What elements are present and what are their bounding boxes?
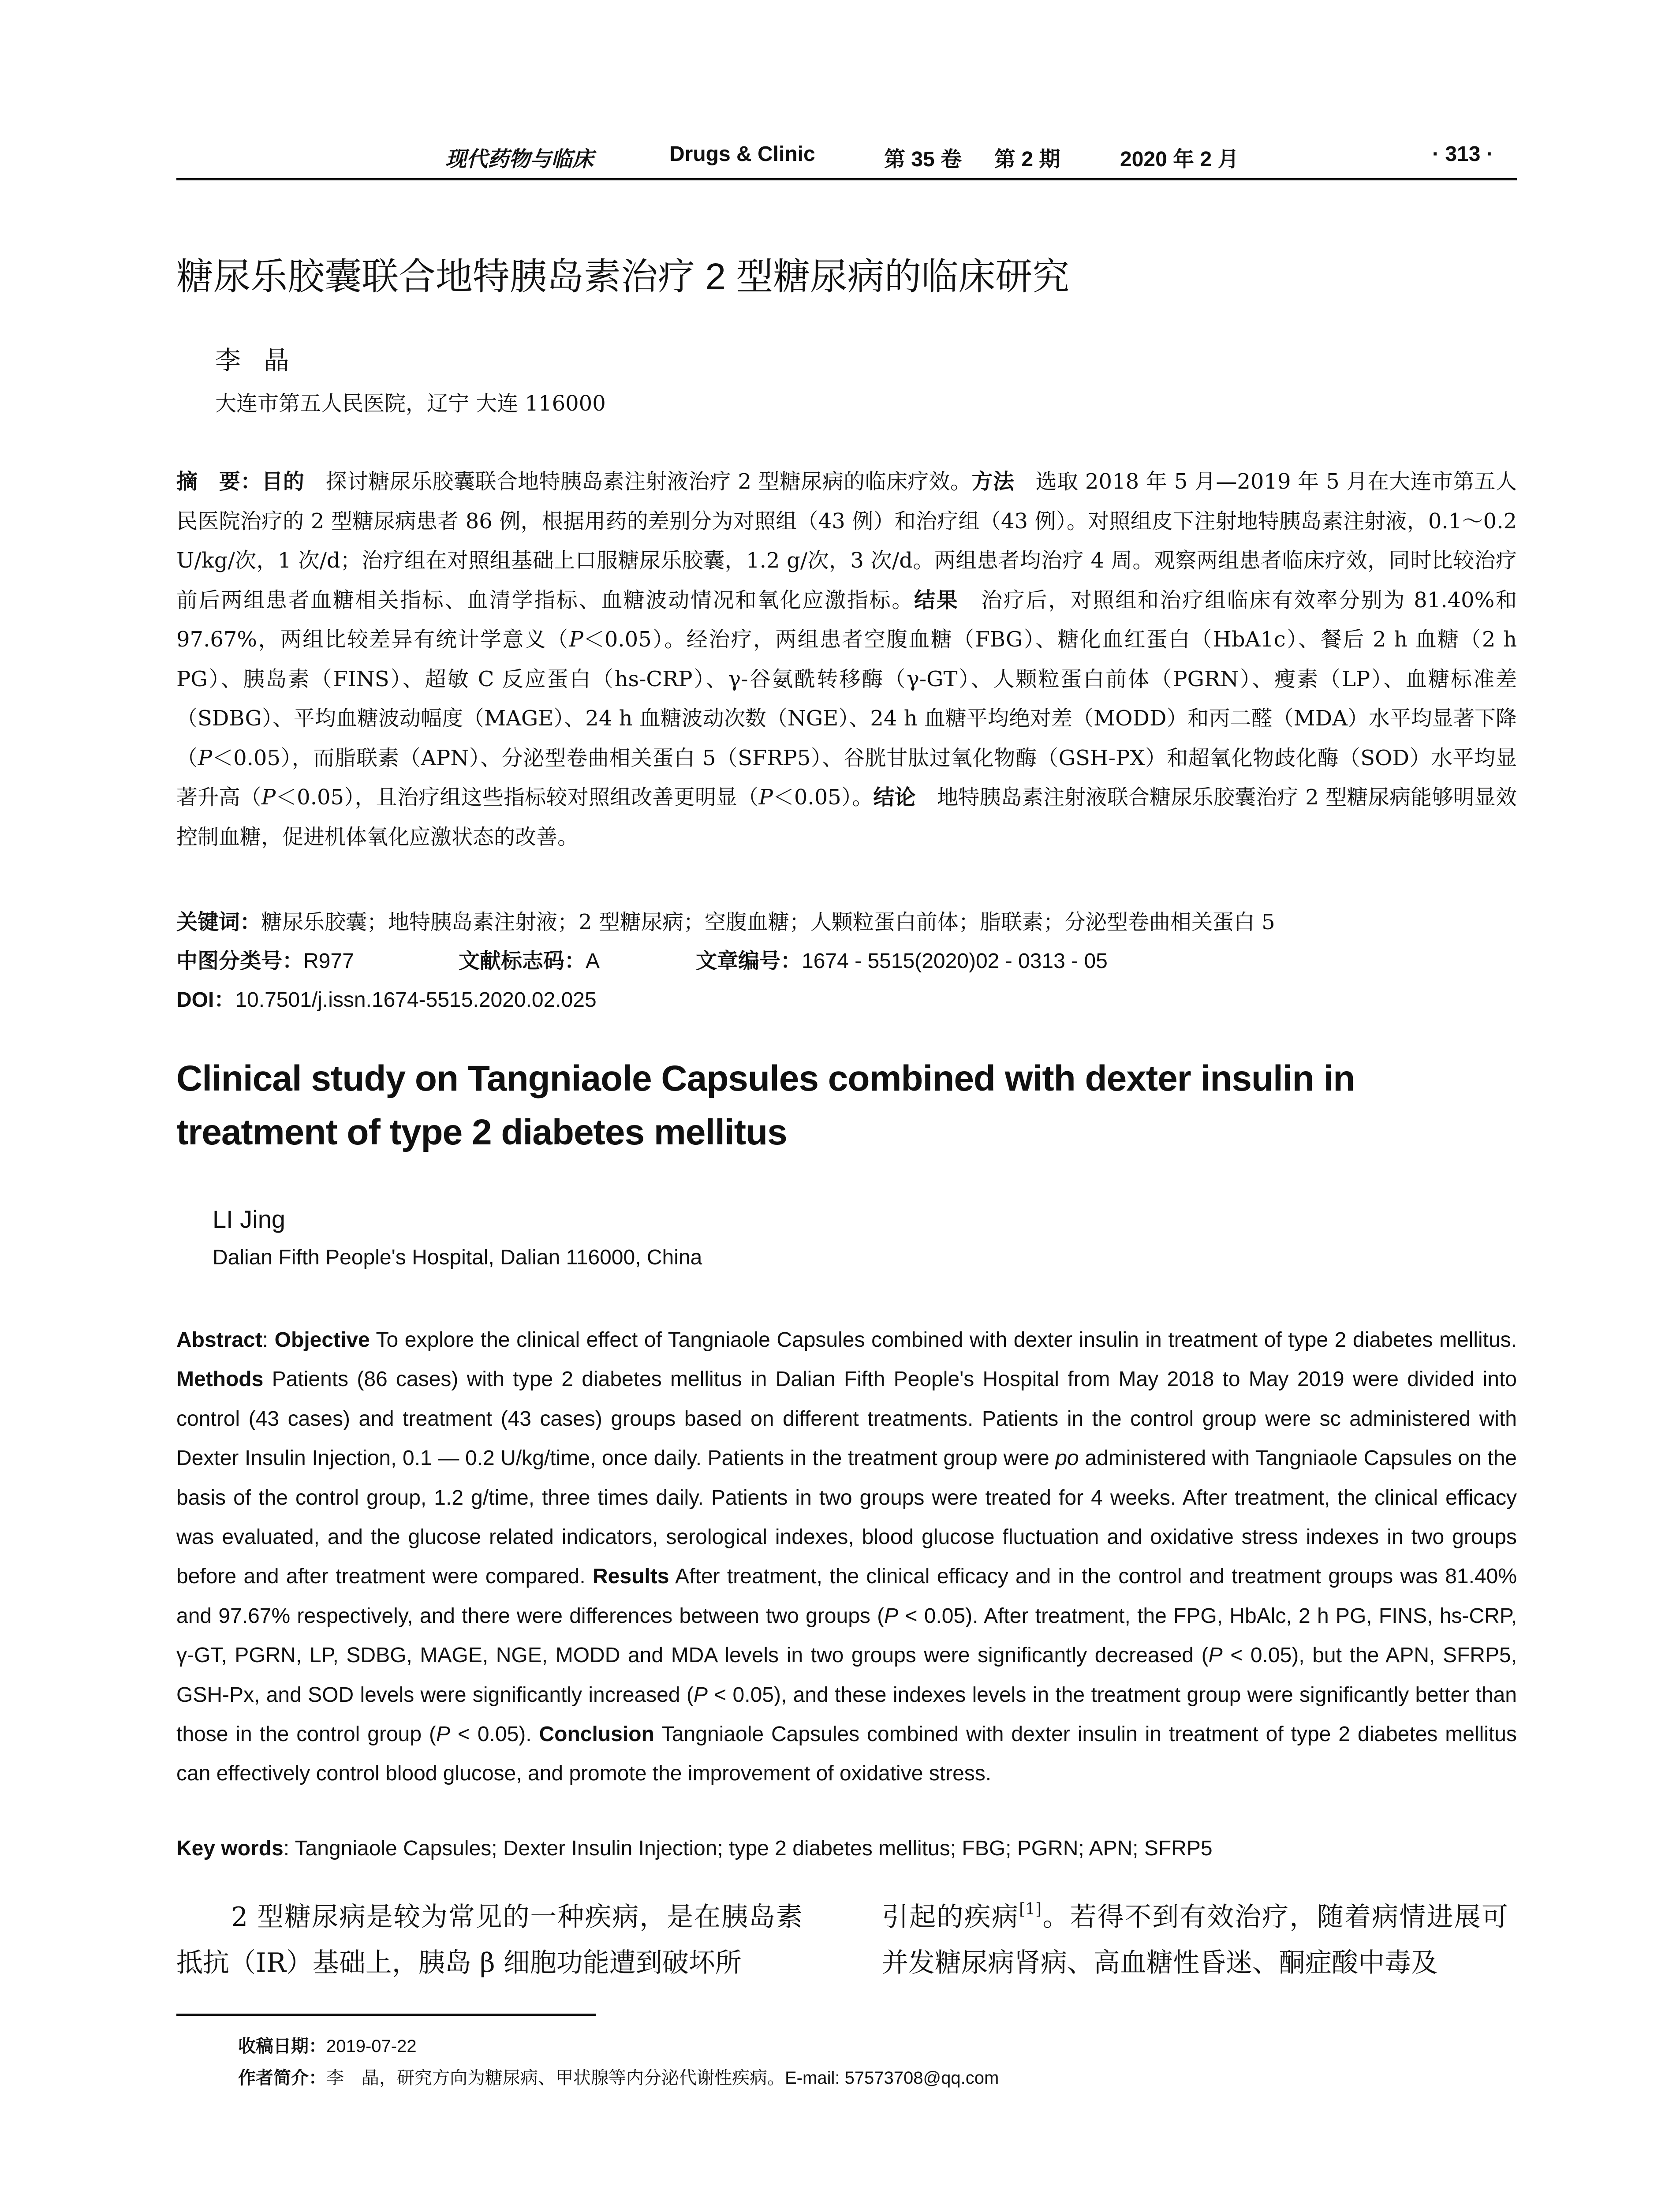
- results-cn-part: 治疗后，对照组和治疗组临床有效率分别为 81.40%和 97.67%，两组比较差异有统计学意义（: [176, 587, 1517, 652]
- conclusion-en-label: Conclusion: [539, 1723, 654, 1746]
- conclusion-cn: 地特胰岛素注射液联合糖尿乐胶囊治疗 2 型糖尿病能够明显效控制血糖，促进机体氧化应激状态的改善。: [176, 785, 1517, 849]
- results-cn-part: ＜0.05），而脂联素（APN）、分泌型卷曲相关蛋白 5（SFRP5）、谷胱甘肽过氧化物酶（GSH-PX）和超氧化物歧化酶（SOD）水平均显著升高（: [176, 745, 1517, 810]
- conclusion-cn-label: 结论: [873, 786, 916, 809]
- article-number-value: 1674 - 5515(2020)02 - 0313 - 05: [802, 949, 1108, 973]
- keywords-cn-text: 糖尿乐胶囊；地特胰岛素注射液；2 型糖尿病；空腹血糖；人颗粒蛋白前体；脂联素；分泌型卷曲相关蛋白 5: [261, 910, 1275, 934]
- title-en: Clinical study on Tangniaole Capsules combined with dexter insulin in treatment of type 2 diabetes mellitus: [176, 1058, 1355, 1152]
- citation-ref: [1]: [1019, 1900, 1042, 1918]
- journal-name-cn: 现代药物与临床: [445, 147, 594, 172]
- results-en-part: < 0.05). After treatment, the FPG, HbAlc, 2 h PG, FINS, hs-CRP, γ-GT, PGRN, LP, SDBG, MAGE, NGE, MODD and MDA levels in two groups were significantly decreased (: [176, 1604, 1517, 1667]
- keywords-en-label: Key words: [176, 1837, 284, 1860]
- methods-en-part: Patients (86 cases) with type 2 diabetes mellitus in Dalian Fifth People's Hospital from May 2018 to May 2019 were divided into control (43 cases) and treatment (43 cases) groups based on different treatments. Patients in the control group were sc administered with Dexter Insulin Injection, 0.1 — 0.2 U/kg/time, once daily. Patients in the treatment group were: [176, 1368, 1517, 1470]
- abstract-en-label: Abstract: [176, 1328, 262, 1352]
- p-value-symbol: P: [261, 785, 276, 810]
- doi-label: DOI：: [176, 988, 235, 1012]
- body-column-right: [882, 1894, 1508, 1986]
- document-code-label: 文献标志码：: [459, 949, 586, 973]
- clc-value: R977: [303, 949, 354, 973]
- results-en-label: Results: [593, 1565, 669, 1588]
- results-cn-part: ＜0.05），且治疗组这些指标较对照组改善更明显（: [276, 785, 759, 810]
- results-en-part: < 0.05), and these indexes levels in the treatment group were significantly better than those in the control group (: [176, 1683, 1517, 1746]
- abstract-cn-label: 摘 要：: [176, 470, 262, 493]
- author-bio-label: 作者简介：: [238, 2068, 326, 2088]
- p-value-symbol: P: [884, 1604, 899, 1628]
- affiliation-en: Dalian Fifth People's Hospital, Dalian 116000, China: [213, 1246, 702, 1269]
- footnote-author-bio: [238, 2064, 999, 2089]
- title-cn: 糖尿乐胶囊联合地特胰岛素治疗 2 型糖尿病的临床研究: [176, 256, 1070, 297]
- doi-value: 10.7501/j.issn.1674-5515.2020.02.025: [235, 988, 597, 1012]
- results-en-part: < 0.05), but the APN, SFRP5, GSH-Px, and SOD levels were significantly increased (: [176, 1644, 1517, 1707]
- affiliation-cn: 大连市第五人民医院，辽宁 大连 116000: [215, 391, 606, 416]
- conclusion-en: Tangniaole Capsules combined with dexter insulin in treatment of type 2 diabetes mellitus can effectively control blood glucose, and promote the improvement of oxidative stress.: [176, 1723, 1517, 1786]
- results-en-part: After treatment, the clinical efficacy and in the control and treatment groups was 81.40% and 97.67% respectively, and there were differences between two groups (: [176, 1565, 1517, 1628]
- article-number: [696, 944, 1108, 974]
- results-en-part: < 0.05).: [450, 1723, 539, 1746]
- document-code: [459, 944, 600, 974]
- p-value-symbol: P: [758, 785, 773, 810]
- issue-date: 2020 年 2 月: [1120, 148, 1239, 171]
- results-cn-part: ＜0.05）。: [773, 785, 874, 810]
- methods-en-po: po: [1055, 1446, 1079, 1470]
- received-label: 收稿日期：: [238, 2037, 326, 2056]
- clc-label: 中图分类号：: [176, 949, 304, 973]
- p-value-symbol: P: [693, 1683, 708, 1707]
- results-cn-part: ＜0.05）。经治疗，两组患者空腹血糖（FBG）、糖化血红蛋白（HbA1c）、餐后 2 h 血糖（2 h PG）、胰岛素（FINS）、超敏 C 反应蛋白（hs-CRP）、γ-谷氨酰转移酶（γ-GT）、人颗粒蛋白前体（PGRN）、瘦素（LP）、血糖标准差（SDBG）、平均血糖波动幅度（MAGE）、24 h 血糖波动次数（NGE）、24 h 血糖平均绝对差（MODD）和丙二醛（MDA）水平均显著下降（: [176, 627, 1517, 770]
- p-value-symbol: P: [436, 1723, 450, 1746]
- objective-en: To explore the clinical effect of Tangniaole Capsules combined with dexter insulin in treatment of type 2 diabetes mellitus.: [370, 1328, 1517, 1352]
- article-number-label: 文章编号：: [696, 949, 802, 973]
- author-bio-text: 李 晶，研究方向为糖尿病、甲状腺等内分泌代谢性疾病。E-mail: 57573708@qq.com: [326, 2068, 999, 2088]
- methods-cn: 选取 2018 年 5 月—2019 年 5 月在大连市第五人民医院治疗的 2 型糖尿病患者 86 例，根据用药的差别分为对照组（43 例）和治疗组（43 例）。对照组皮下注射地特胰岛素注射液，0.1～0.2 U/kg/次，1 次/d；治疗组在对照组基础上口服糖尿乐胶囊，1.2 g/次，3 次/d。两组患者均治疗 4 周。观察两组患者临床疗效，同时比较治疗前后两组患者血糖相关指标、血清学指标、血糖波动情况和氧化应激指标。: [176, 469, 1517, 613]
- classification-line: [176, 944, 1517, 973]
- body-right-text: 引起的疾病: [882, 1902, 1019, 1932]
- objective-cn-label: 目的: [261, 470, 305, 493]
- abstract-en-colon: :: [262, 1328, 275, 1352]
- doi-line: [176, 983, 1517, 1013]
- received-date: 2019-07-22: [326, 2037, 417, 2056]
- body-right-text: 。若得不到有效治疗，随着病情进展可并发糖尿病肾病、高血糖性昏迷、酮症酸中毒及: [882, 1902, 1508, 1978]
- objective-en-label: Objective: [274, 1328, 370, 1352]
- author-en: LI Jing: [213, 1205, 285, 1233]
- journal-name-en: Drugs & Clinic: [669, 142, 815, 166]
- abstract-cn: [176, 462, 1517, 857]
- methods-cn-label: 方法: [971, 470, 1015, 493]
- issue: 第 2 期: [994, 148, 1060, 171]
- body-column-left: 2 型糖尿病是较为常见的一种疾病，是在胰岛素抵抗（IR）基础上，胰岛 β 细胞功能遭到破坏所: [176, 1902, 803, 1978]
- footnote-rule: [176, 2014, 596, 2016]
- author-cn: 李晶: [215, 345, 313, 375]
- document-code-value: A: [586, 949, 600, 973]
- p-value-symbol: P: [569, 627, 583, 652]
- p-value-symbol: P: [1208, 1644, 1223, 1667]
- keywords-cn: [176, 905, 1517, 935]
- footnote-received: [238, 2032, 417, 2057]
- keywords-en: [176, 1836, 1517, 1861]
- keywords-en-text: : Tangniaole Capsules; Dexter Insulin Injection; type 2 diabetes mellitus; FBG; PGRN; APN; SFRP5: [283, 1837, 1213, 1860]
- page-number: · 313 ·: [1432, 142, 1493, 166]
- volume: 第 35 卷: [884, 148, 962, 171]
- clc-code: [176, 944, 354, 974]
- running-header: [176, 142, 1517, 173]
- methods-en-part: administered with Tangniaole Capsules on the basis of the control group, 1.2 g/time, three times daily. Patients in two groups were treated for 4 weeks. After treatment, the clinical efficacy was evaluated, and the glucose related indicators, serological indexes, blood glucose fluctuation and oxidative stress indexes in two groups before and after treatment were compared.: [176, 1446, 1517, 1588]
- abstract-en: [176, 1320, 1517, 1794]
- header-rule: [176, 178, 1517, 180]
- results-cn-label: 结果: [914, 588, 959, 612]
- keywords-cn-label: 关键词：: [176, 911, 261, 934]
- p-value-symbol: P: [198, 745, 213, 770]
- methods-en-label: Methods: [176, 1368, 264, 1391]
- objective-cn: 探讨糖尿乐胶囊联合地特胰岛素注射液治疗 2 型糖尿病的临床疗效。: [304, 469, 972, 494]
